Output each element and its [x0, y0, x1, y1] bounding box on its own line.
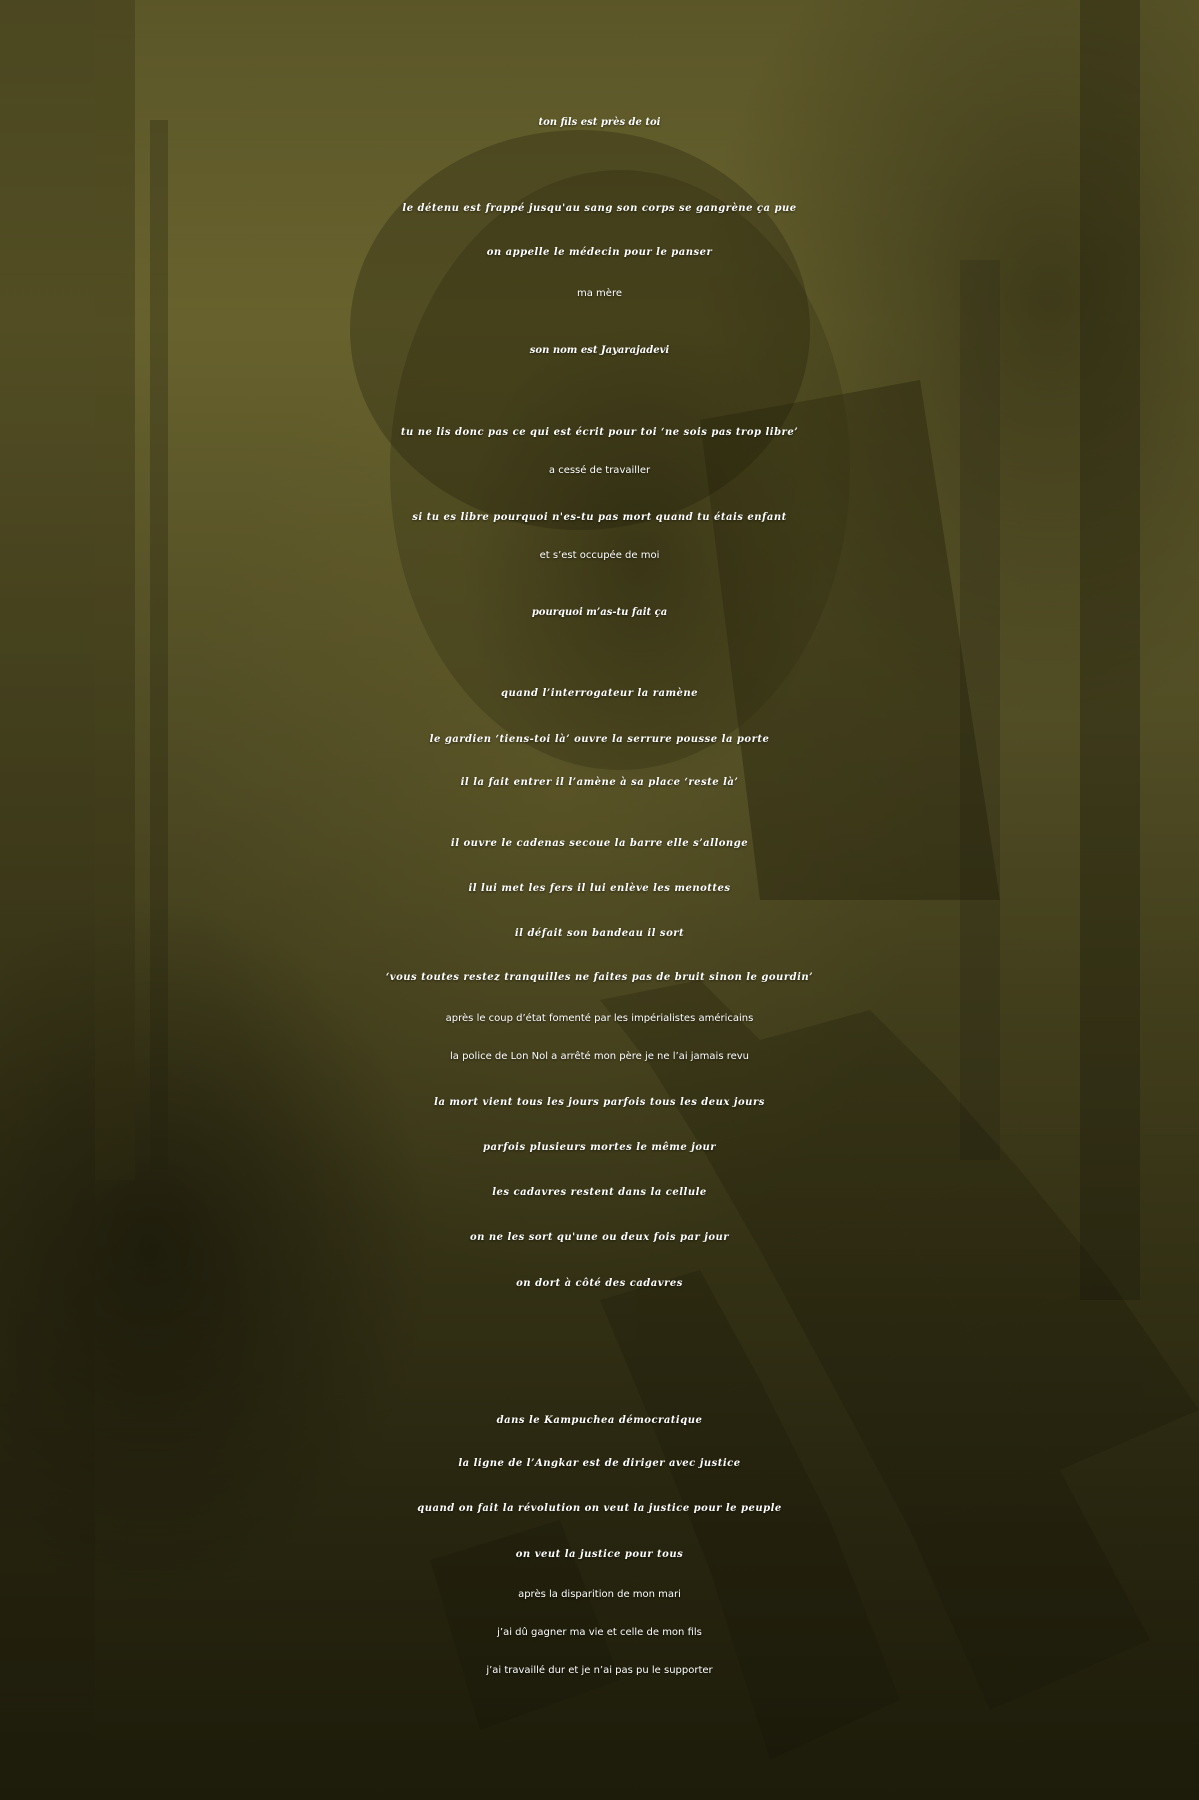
poem-line: après la disparition de mon mari — [518, 1589, 681, 1600]
poem-line: il ouvre le cadenas secoue la barre elle s’allonge — [450, 838, 749, 849]
poem-line: ma mère — [577, 288, 622, 299]
poem-line: on ne les sort qu'une ou deux fois par jour — [469, 1232, 730, 1243]
poem-line: dans le Kampuchea démocratique — [496, 1415, 703, 1426]
poem-line: et s’est occupée de moi — [539, 550, 660, 561]
poem-line: a cessé de travailler — [548, 465, 651, 476]
poem-line: ‘vous toutes restez tranquilles ne faites pas de bruit sinon le gourdin’ — [385, 972, 814, 983]
poem-line: on veut la justice pour tous — [515, 1549, 684, 1560]
poem-line: j’ai dû gagner ma vie et celle de mon fils — [497, 1627, 702, 1638]
poem-line: parfois plusieurs mortes le même jour — [482, 1142, 717, 1153]
poem-line: après le coup d’état fomenté par les impérialistes américains — [445, 1013, 754, 1024]
poem-line: la ligne de l’Angkar est de diriger avec justice — [458, 1458, 741, 1469]
poem-title-line: pourquoi m’as-tu fait ça — [531, 607, 668, 618]
poem-title-line: son nom est Jayarajadevi — [529, 345, 670, 356]
poem-line: on appelle le médecin pour le panser — [486, 247, 713, 258]
poem-line: on dort à côté des cadavres — [516, 1278, 683, 1289]
poem-line: la mort vient tous les jours parfois tous les deux jours — [434, 1097, 765, 1108]
poem-line: le gardien ‘tiens-toi là’ ouvre la serrure pousse la porte — [429, 734, 770, 745]
poem-line: il défait son bandeau il sort — [514, 928, 685, 939]
poem-title-line: ton fils est près de toi — [538, 117, 661, 128]
poem-line: la police de Lon Nol a arrêté mon père je ne l’ai jamais revu — [449, 1051, 750, 1062]
poem-line: tu ne lis donc pas ce qui est écrit pour toi ‘ne sois pas trop libre’ — [400, 427, 799, 438]
poem-line: j’ai travaillé dur et je n’ai pas pu le supporter — [486, 1665, 713, 1676]
poem-line: le détenu est frappé jusqu'au sang son corps se gangrène ça pue — [402, 203, 797, 214]
poem-line: il lui met les fers il lui enlève les menottes — [468, 883, 731, 894]
poem-line: les cadavres restent dans la cellule — [492, 1187, 707, 1198]
poem-line: quand on fait la révolution on veut la justice pour le peuple — [417, 1503, 782, 1514]
poem-line: il la fait entrer il l’amène à sa place ‘reste là’ — [460, 777, 739, 788]
poem-line: quand l’interrogateur la ramène — [500, 688, 699, 699]
poem-line: si tu es libre pourquoi n'es-tu pas mort quand tu étais enfant — [412, 512, 787, 523]
